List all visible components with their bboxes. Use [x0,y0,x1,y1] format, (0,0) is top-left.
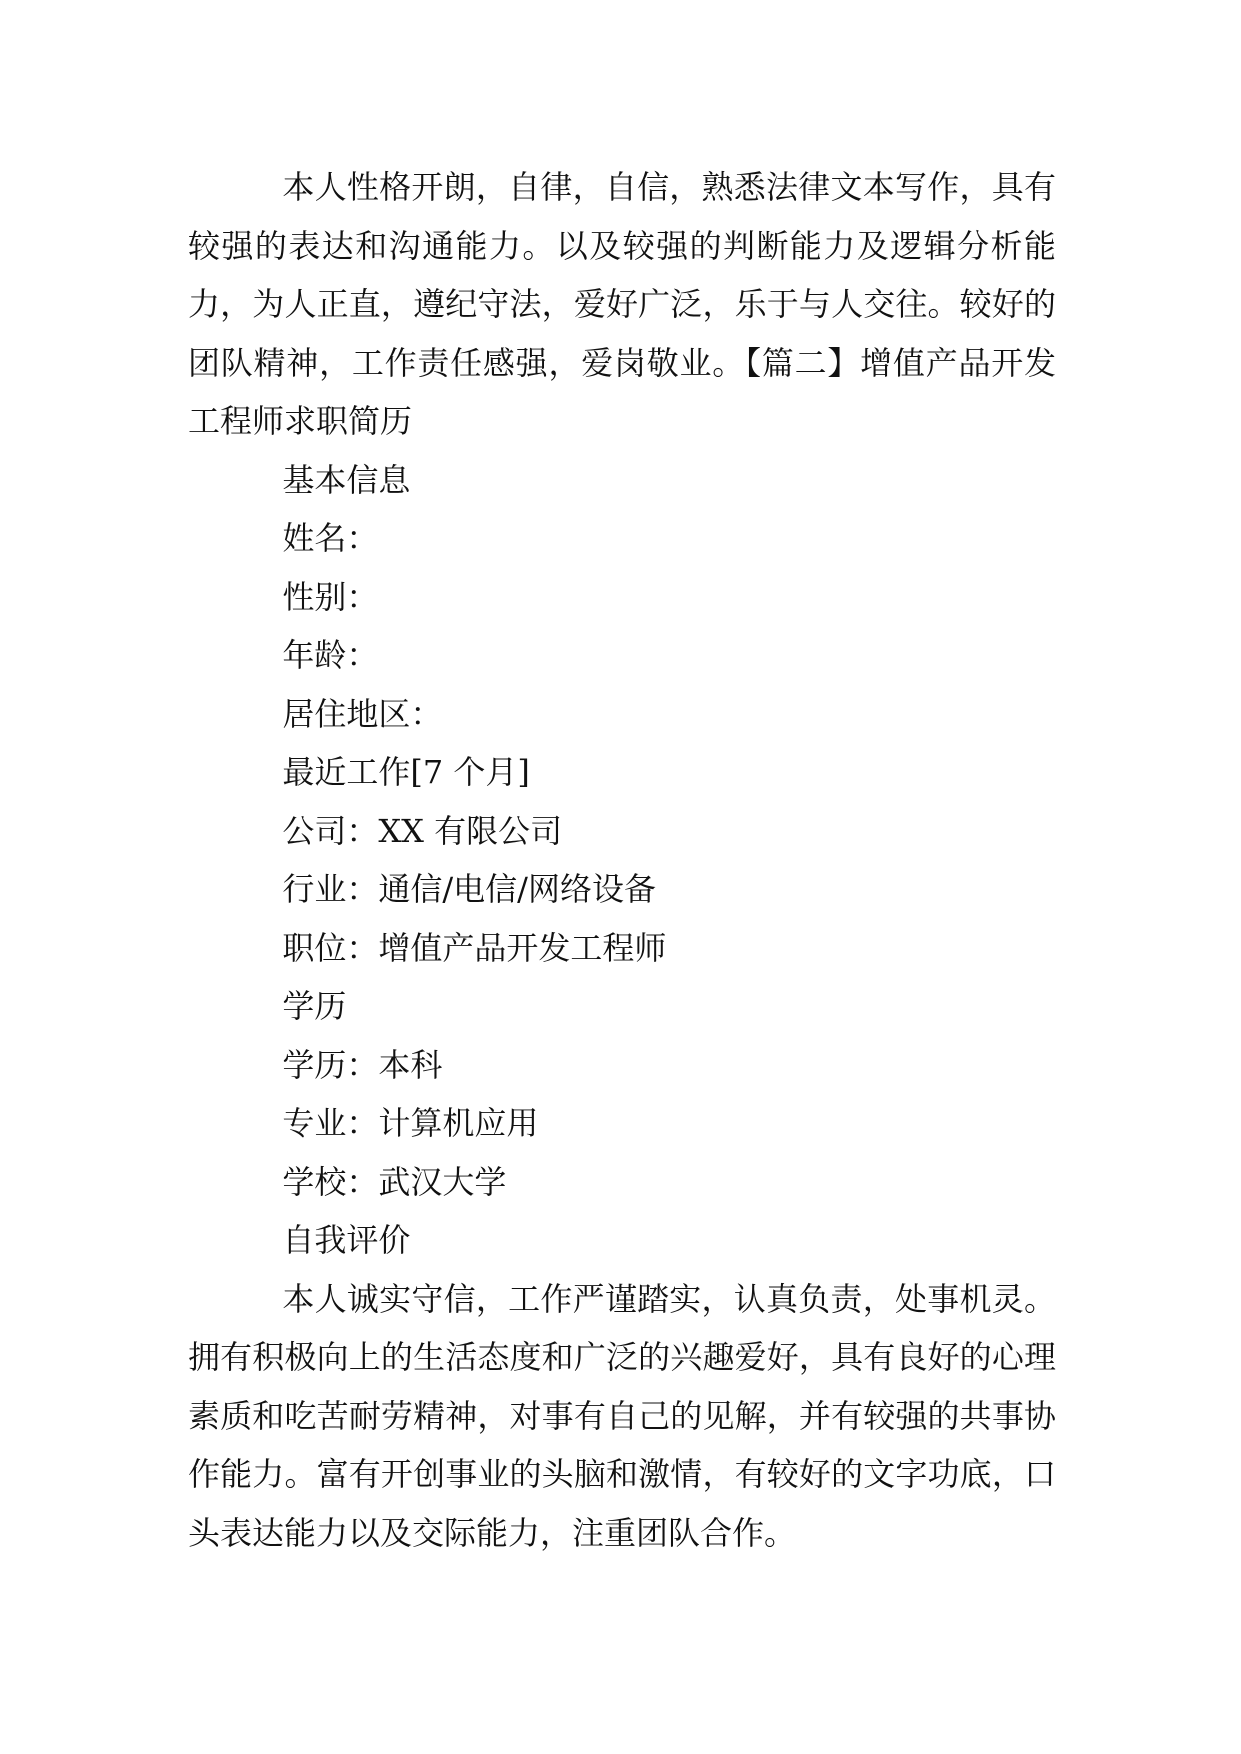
education-heading: 学历 [282,987,347,1025]
company-field: 公司：XX 有限公司 [282,811,563,850]
industry-field: 行业：通信/电信/网络设备 [282,870,656,908]
major-field: 专业：计算机应用 [282,1104,539,1142]
age-field: 年龄： [282,636,379,674]
intro-paragraph: 本人性格开朗，自律，自信，熟悉法律文本写作，具有较强的表达和沟通能力。以及较强的判断能力及逻辑分析能力，为人正直，遵纪守法，爱好广泛，乐于与人交往。较好的团队精神，工作责任感强，爱岗敬业。【篇二】增值产品开发工程师求职简历 [188,168,1056,440]
document-body [188,158,1056,1562]
gender-field: 性别： [282,577,379,616]
recent-work-heading: 最近工作[7 个月] [282,753,530,791]
self-evaluation-heading: 自我评价 [282,1221,411,1259]
degree-field: 学历：本科 [282,1045,443,1084]
position-field: 职位：增值产品开发工程师 [282,928,667,967]
name-field: 姓名： [282,519,379,557]
basic-info-heading: 基本信息 [282,460,411,499]
residence-field: 居住地区： [282,694,443,733]
self-evaluation-paragraph: 本人诚实守信，工作严谨踏实，认真负责，处事机灵。拥有积极向上的生活态度和广泛的兴趣爱好，具有良好的心理素质和吃苦耐劳精神，对事有自己的见解，并有较强的共事协作能力。富有开创事业的头脑和激情，有较好的文字功底，口头表达能力以及交际能力，注重团队合作。 [188,1279,1056,1552]
school-field: 学校：武汉大学 [282,1162,507,1201]
